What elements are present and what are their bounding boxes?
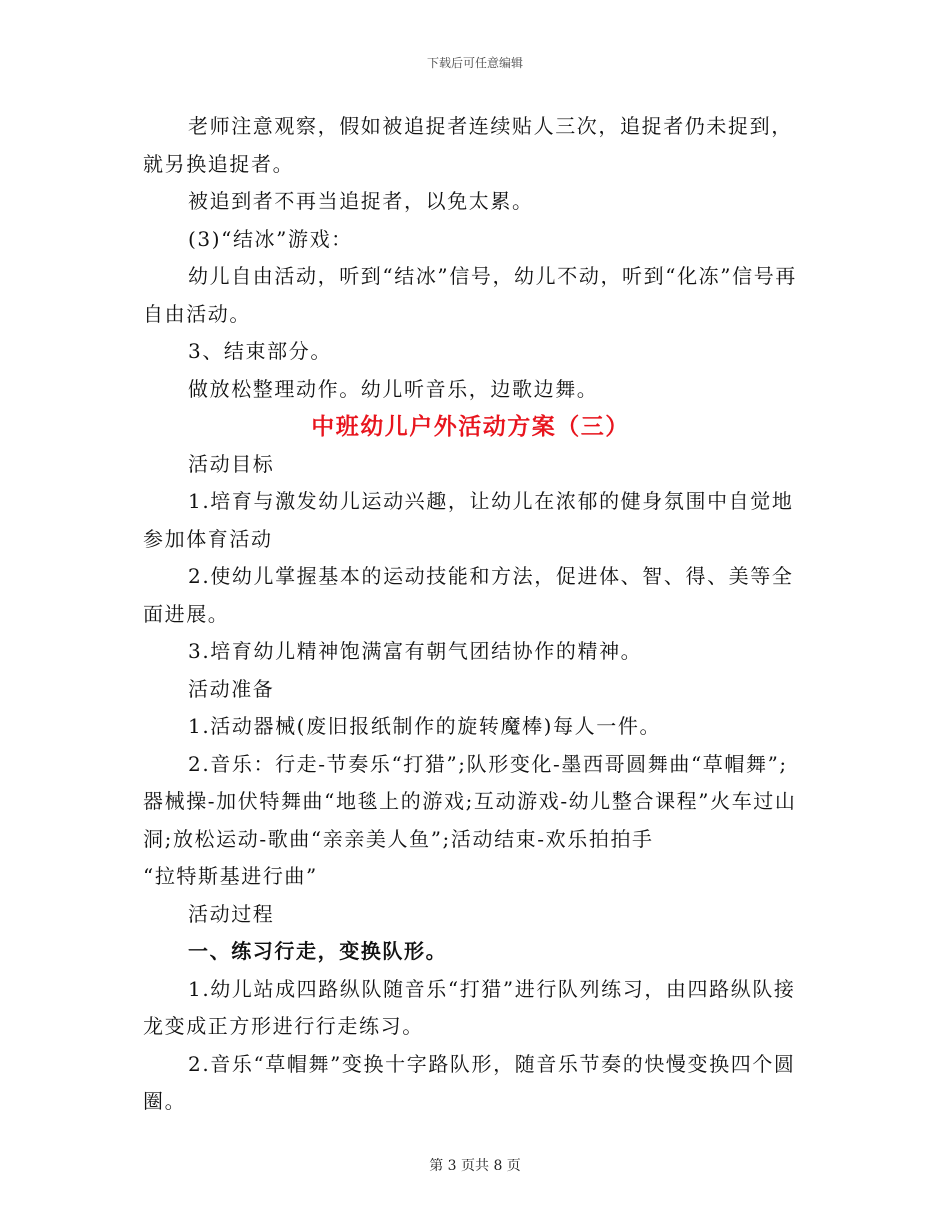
paragraph: (3)“结冰”游戏： [188,226,353,251]
paragraph: 1.活动器械(废旧报纸制作的旋转魔棒)每人一件。 [188,714,662,738]
paragraph: 2.使幼儿掌握基本的运动技能和方法，促进体、智、得、美等全面进展。 [143,564,794,626]
paragraph: 幼儿自由活动，听到“结冰”信号，幼儿不动，听到“化冻”信号再自由活动。 [143,264,797,326]
paragraph: 做放松整理动作。幼儿听音乐，边歌边舞。 [188,376,599,401]
page-footer: 第 3 页共 8 页 [429,1158,521,1174]
paragraph: 2.音乐：行走-节奏乐“打猎”;队形变化-墨西哥圆舞曲“草帽舞”;器械操-加伏特舞曲“地毯上的游戏;互动游戏-幼儿整合课程”火车过山洞;放松运动-歌曲“亲亲美人鱼”;活动结束-欢乐拍拍手 [143,751,797,851]
page-header: 下载后可任意编辑 [426,56,523,70]
paragraph: 活动过程 [188,901,275,926]
paragraph-heading: 一、练习行走，变换队形。 [188,939,448,963]
section-title: 中班幼儿户外活动方案（三） [311,413,630,440]
paragraph: 活动目标 [188,451,275,476]
paragraph: 老师注意观察，假如被追捉者连续贴人三次，追捉者仍未捉到，就另换追捉者。 [143,114,793,176]
paragraph: 3.培育幼儿精神饱满富有朝气团结协作的精神。 [188,639,643,663]
paragraph: 2.音乐“草帽舞”变换十字路队形，随音乐节奏的快慢变换四个圆圈。 [143,1051,796,1113]
paragraph: 活动准备 [188,676,275,701]
paragraph: 3、结束部分。 [188,339,332,363]
paragraph: 被追到者不再当追捉者，以免太累。 [188,189,534,213]
paragraph: 1.幼儿站成四路纵队随音乐“打猎”进行队列练习，由四路纵队接龙变成正方形进行行走练习。 [143,976,796,1038]
document-body [143,108,798,1121]
paragraph: “拉特斯基进行曲” [143,864,318,888]
paragraph: 1.培育与激发幼儿运动兴趣，让幼儿在浓郁的健身氛围中自觉地参加体育活动 [143,489,794,551]
